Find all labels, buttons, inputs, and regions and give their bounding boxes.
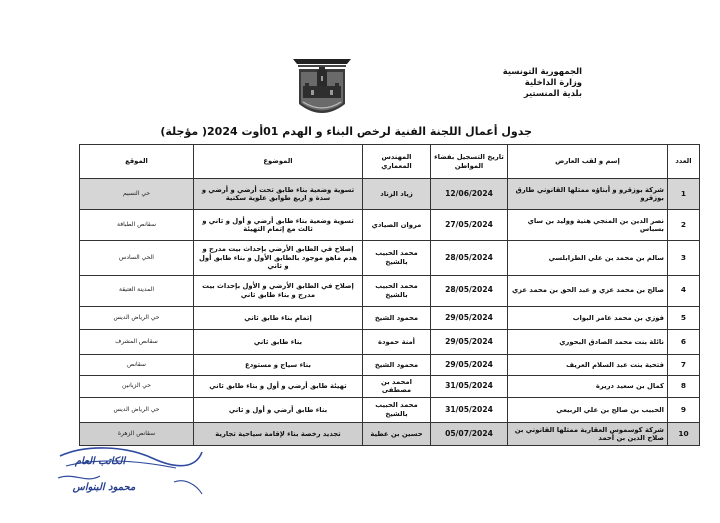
row-index: 1 [668,179,700,210]
signature-name: محمود البنواس [72,482,136,493]
row-architect: محمد الحبيب بالشيخ [363,397,431,422]
row-architect: محمود الشيخ [363,355,431,376]
row-architect: زياد الزناد [363,179,431,210]
column-header-applicant: إسم و لقب العارض [508,145,668,179]
row-index: 3 [668,241,700,276]
row-index: 4 [668,275,700,306]
row-applicant: سالم بن محمد بن علي الطرابلسي [508,241,668,276]
row-location: سقانص الطبافة [80,210,194,241]
row-architect: محمود الشيخ [363,306,431,329]
row-location: حي النسيم [80,179,194,210]
header-municipality: بلدية المنستير [523,88,582,98]
row-location: سقانص [80,355,194,376]
row-index: 6 [668,329,700,354]
row-index: 10 [668,422,700,445]
row-registration-date: 28/05/2024 [431,275,508,306]
signature-stamp-icon [56,438,206,510]
table-row [80,179,700,210]
row-location: حي الرياض الديس [80,306,194,329]
row-registration-date: 27/05/2024 [431,210,508,241]
row-subject: تهيئة طابق أرضي و أول و بناء طابق ثاني [194,375,363,397]
row-applicant: فتحية بنت عبد السلام العريف [508,355,668,376]
row-architect: محمد الحبيب بالشيخ [363,241,431,276]
row-location: سقانص المشرف [80,329,194,354]
row-subject: تسوية وضعية بناء طابق أرضي و أول و ثاني و ثالث مع إتمام التهيئة [194,210,363,241]
row-subject: تجديد رخصة بناء لإقامة سياحية تجارية [194,422,363,445]
row-location: حي الرياض الديس [80,397,194,422]
row-registration-date: 12/06/2024 [431,179,508,210]
row-subject: إصلاح في الطابق الأرضي بإحداث بيت مدرج و هدم ماهو موجود بالطابق الأول و بناء طابق أول و ثاني [194,241,363,276]
row-registration-date: 31/05/2024 [431,375,508,397]
table-row [80,210,700,241]
row-applicant: صالح بن محمد عزي و عبد الحق بن محمد عزي [508,275,668,306]
table-row [80,241,700,276]
row-registration-date: 05/07/2024 [431,422,508,445]
row-applicant: الحبيب بن صالح بن علي الربيعي [508,397,668,422]
row-subject: إتمام بناء طابق ثاني [194,306,363,329]
row-index: 7 [668,355,700,376]
row-applicant: فوزي بن محمد عامر البواب [508,306,668,329]
committee-agenda-table [79,144,700,446]
row-registration-date: 31/05/2024 [431,397,508,422]
column-header-location: الموقع [80,145,194,179]
document-title: جدول أعمال اللجنة الفنية لرخص البناء و الهدم 01أوت 2024( مؤجلة) [160,125,532,138]
row-registration-date: 28/05/2024 [431,241,508,276]
row-index: 9 [668,397,700,422]
row-location: سقانص الزهرة [80,422,194,445]
header-ministry: وزارة الداخلية [524,77,582,87]
table-row [80,329,700,354]
header-republic: الجمهورية التونسية [502,66,582,76]
row-location: الحي السادس [80,241,194,276]
monastir-ribat-emblem-icon [291,56,353,122]
column-header-index: العدد [668,145,700,179]
row-subject: إصلاح في الطابق الأرضي و الأول بإحداث بيت مدرج و بناء طابق ثاني [194,275,363,306]
column-header-engineer: المهندس المعماري [363,145,431,179]
row-applicant: شركة كوسموس العقارية ممثلها القانوني بن صلاح الدين بن أحمد [508,422,668,445]
row-registration-date: 29/05/2024 [431,329,508,354]
row-applicant: كمال بن سعيد دريرة [508,375,668,397]
table-header-row [80,145,700,179]
table-row [80,306,700,329]
table-row [80,375,700,397]
table-row [80,355,700,376]
row-location: المدينة العتيقة [80,275,194,306]
row-index: 2 [668,210,700,241]
row-subject: بناء طابق أرضي و أول و ثاني [194,397,363,422]
government-header [432,66,582,99]
column-header-date: تاريخ التسجيل بفضاء المواطن [431,145,508,179]
row-applicant: نائلة بنت محمد الصادق البحوري [508,329,668,354]
row-architect: امحمد بن مصطفى [363,375,431,397]
row-applicant: شركة بوزقرو و أبناؤه ممثلها القانوني طارق بوزقرو [508,179,668,210]
row-registration-date: 29/05/2024 [431,306,508,329]
row-subject: تسوية وضعية بناء طابق تحت أرضي و أرضي و سدة و اربع طوابق علوية سكنية [194,179,363,210]
table-row [80,275,700,306]
row-subject: بناء طابق ثاني [194,329,363,354]
column-header-subject: الموضوع [194,145,363,179]
row-architect: محمد الحبيب بالشيخ [363,275,431,306]
signature-title: الكاتب العام [74,456,126,467]
table-row [80,397,700,422]
row-registration-date: 29/05/2024 [431,355,508,376]
row-architect: مروان الصيادي [363,210,431,241]
row-architect: حسين بن عطية [363,422,431,445]
row-applicant: نصر الدين بن المنجي هنية ووليد بن ساي بسباس [508,210,668,241]
row-location: حي الزيانين [80,375,194,397]
row-subject: بناء سياج و مستودع [194,355,363,376]
row-index: 5 [668,306,700,329]
row-index: 8 [668,375,700,397]
row-architect: أمنة حمودة [363,329,431,354]
